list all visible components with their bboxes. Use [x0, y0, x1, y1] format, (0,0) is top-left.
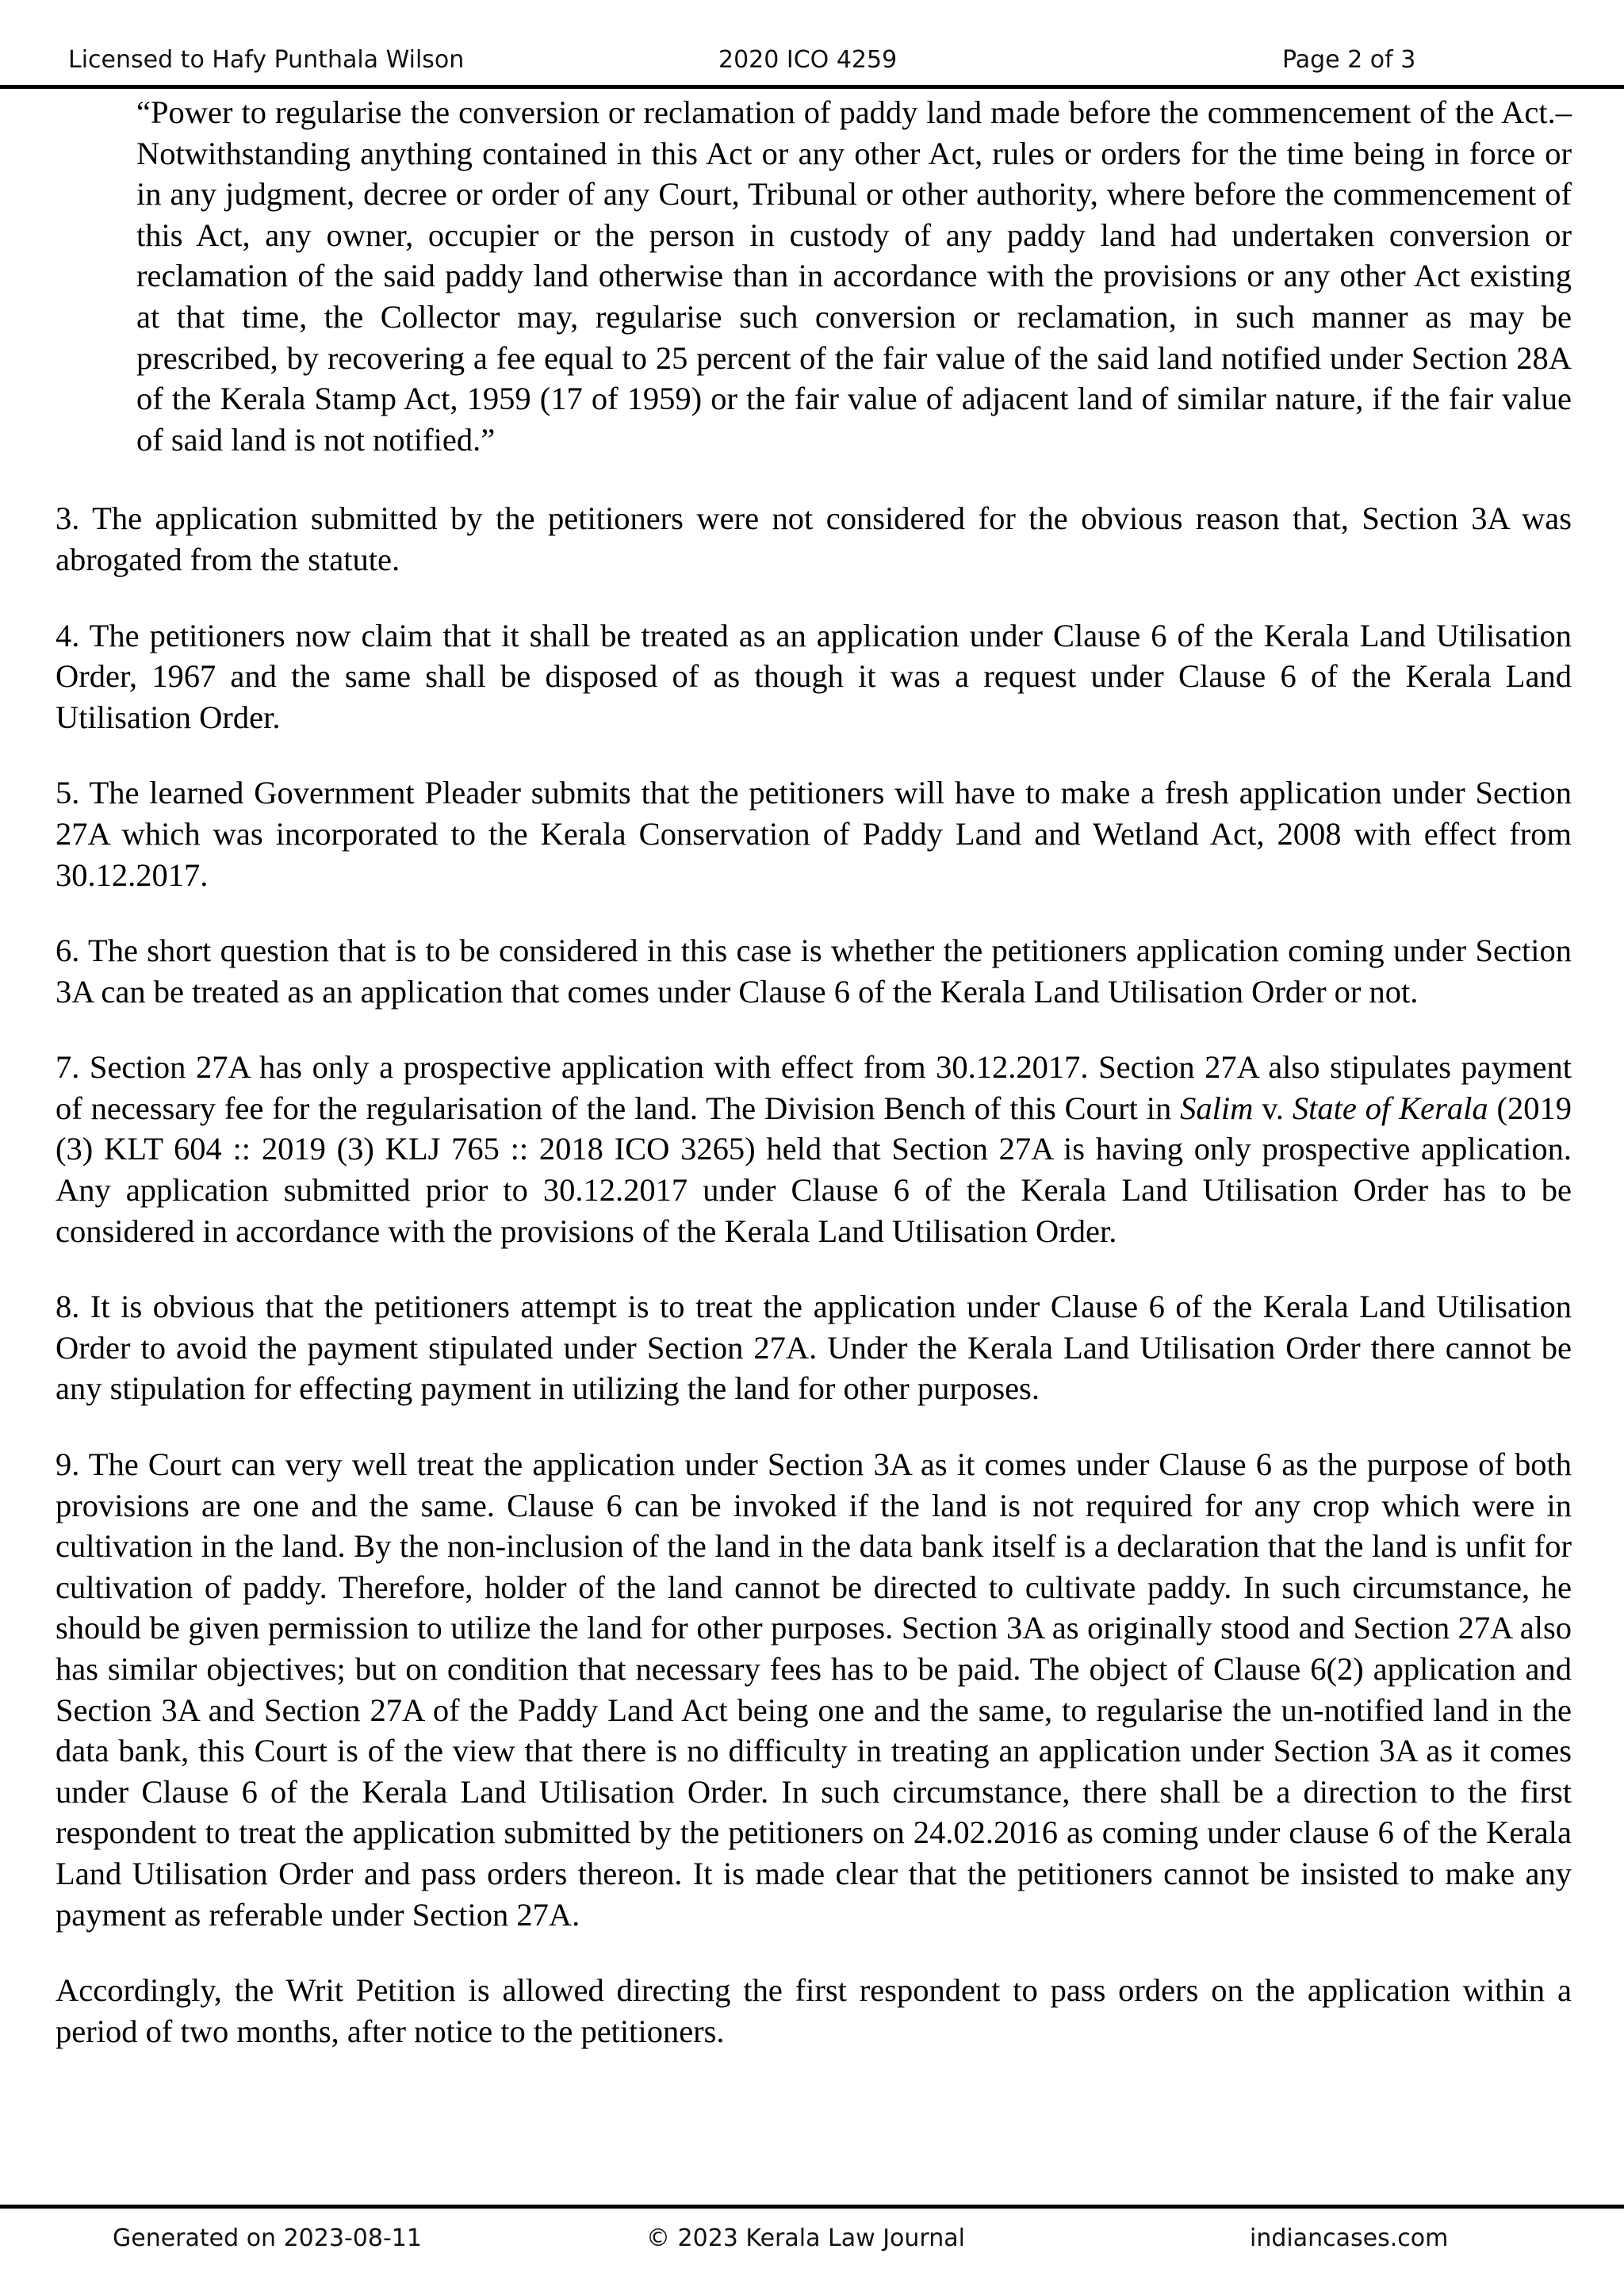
quoted-provision: “Power to regularise the conversion or reclamation of paddy land made before the commencement of the Act.– Notwithstanding anything contained in this Act or any other Act, rules or orders for the time being in force or in any judgment, decree or order of any Court, Tribunal or other authority, where before the commencement of this Act, any owner, occupier or the person in custody of any paddy land had undertaken conversion or reclamation of the said paddy land otherwise than in accordance with the provisions or any other Act existing at that time, the Collector may, regularise such conversion or reclamation, in such manner as may be prescribed, by recovering a fee equal to 25 percent of the fair value of the said land notified under Section 28A of the Kerala Stamp Act, 1959 (17 of 1959) or the fair value of adjacent land of similar nature, if the fair value of said land is not notified.”	[136, 94, 1572, 458]
paragraph-5: 5. The learned Government Pleader submits that the petitioners will have to make a fresh application under Section 27A which was incorporated to the Kerala Conservation of Paddy Land and Wetland Act, 2008 with effect from 30.12.2017.	[56, 775, 1572, 893]
page-number: Page 2 of 3	[1282, 46, 1416, 74]
copyright-text: © 2023 Kerala Law Journal	[646, 2224, 965, 2252]
generated-date: Generated on 2023-08-11	[113, 2224, 422, 2252]
page-header	[0, 0, 1624, 89]
conclusion-paragraph: Accordingly, the Writ Petition is allowed directing the first respondent to pass orders on the application within a period of two months, after notice to the petitioners.	[56, 1972, 1572, 2049]
paragraph-8: 8. It is obvious that the petitioners attempt is to treat the application under Clause 6 of the Kerala Land Utilisation Order to avoid the payment stipulated under Section 27A. Under the Kerala Land Utilisation Order there cannot be any stipulation for effecting payment in utilizing the land for other purposes.	[56, 1289, 1572, 1407]
paragraph-7-part1: 7. Section 27A has only a prospective application with effect from 30.12.2017. Section 27A also stipulates payment of necessary fee for the regularisation of the land. The Division Bench of this Court in	[56, 1049, 1572, 1126]
versus-text: v.	[1253, 1090, 1293, 1126]
paragraph-9: 9. The Court can very well treat the application under Section 3A as it comes under Clause 6 as the purpose of both provisions are one and the same. Clause 6 can be invoked if the land is not required for any crop which were in cultivation in the land. By the non-inclusion of the land in the data bank itself is a declaration that the land is unfit for cultivation of paddy. Therefore, holder of the land cannot be directed to cultivate paddy. In such circumstance, he should be given permission to utilize the land for other purposes. Section 3A as originally stood and Section 27A also has similar objectives; but on condition that necessary fees has to be paid. The object of Clause 6(2) application and Section 3A and Section 27A of the Paddy Land Act being one and the same, to regularise the un-notified land in the data bank, this Court is of the view that there is no difficulty in treating an application under Section 3A as it comes under Clause 6 of the Kerala Land Utilisation Order. In such circumstance, there shall be a direction to the first respondent to treat the application submitted by the petitioners on 24.02.2016 as coming under clause 6 of the Kerala Land Utilisation Order and pass orders thereon. It is made clear that the petitioners cannot be insisted to make any payment as referable under Section 27A.	[56, 1446, 1572, 1933]
citation-text: 2020 ICO 4259	[718, 46, 898, 74]
page-footer	[0, 2209, 1624, 2295]
case-party-1: Salim	[1180, 1090, 1254, 1126]
license-text: Licensed to Hafy Punthala Wilson	[68, 46, 465, 74]
site-link[interactable]: indiancases.com	[1250, 2224, 1449, 2252]
paragraph-7	[56, 1047, 1572, 1251]
case-party-2: State of Kerala	[1292, 1090, 1488, 1126]
judgment-body	[56, 92, 1572, 2052]
paragraph-3: 3. The application submitted by the petitioners were not considered for the obvious reason that, Section 3A was abrogated from the statute.	[56, 500, 1572, 577]
paragraph-4: 4. The petitioners now claim that it shall be treated as an application under Clause 6 of the Kerala Land Utilisation Order, 1967 and the same shall be disposed of as though it was a request under Clause 6 of the Kerala Land Utilisation Order.	[56, 617, 1572, 735]
header-divider	[0, 85, 1624, 89]
paragraph-7-part2: (2019 (3) KLT 604 :: 2019 (3) KLJ 765 :: 2018 ICO 3265) held that Section 27A is having only prospective application. Any application submitted prior to 30.12.2017 under Clause 6 of the Kerala Land Utilisation Order has to be considered in accordance with the provisions of the Kerala Land Utilisation Order.	[56, 1090, 1572, 1249]
paragraph-6: 6. The short question that is to be considered in this case is whether the petitioners application coming under Section 3A can be treated as an application that comes under Clause 6 of the Kerala Land Utilisation Order or not.	[56, 933, 1572, 1010]
